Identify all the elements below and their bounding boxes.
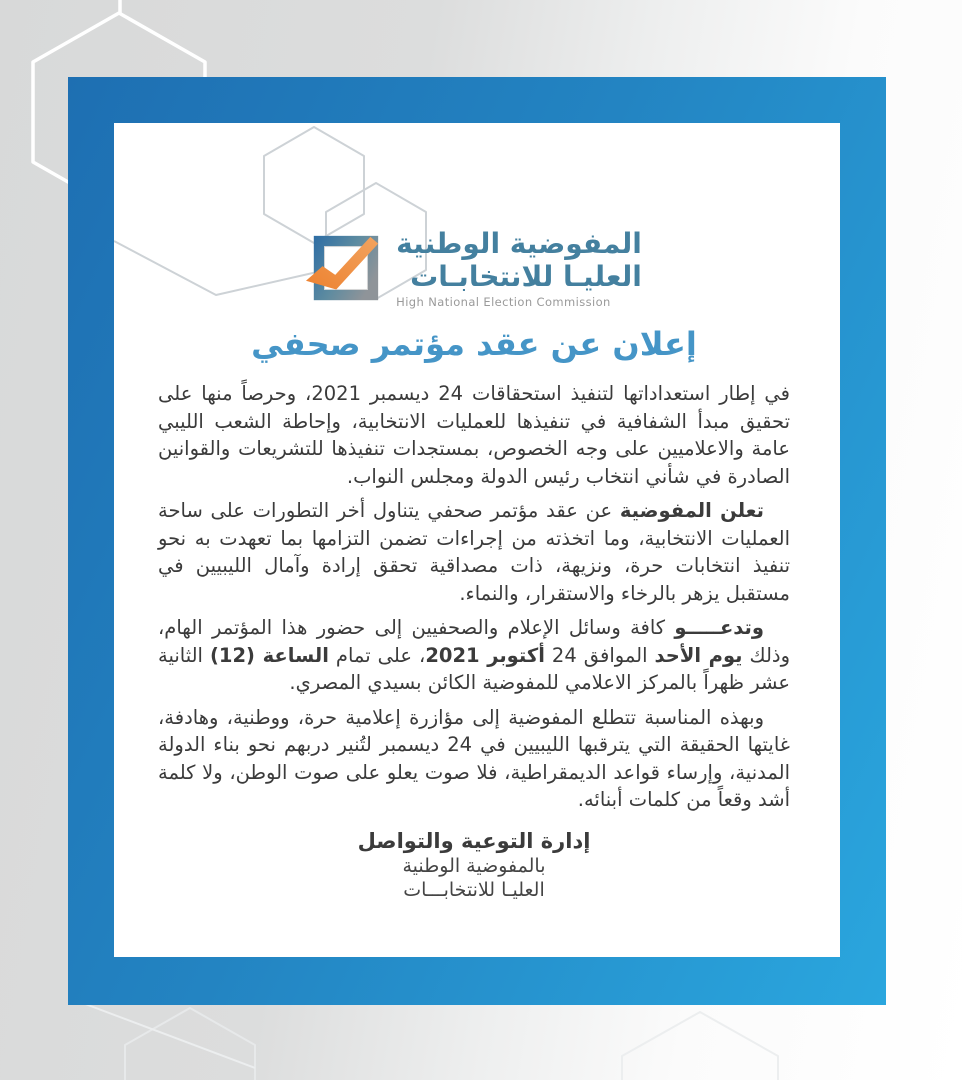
signature-org-line1: بالمفوضية الوطنية [402,854,546,877]
commission-logo [158,227,790,310]
document-frame [68,77,886,1005]
logo-english-name: High National Election Commission [396,295,611,309]
announcement-title: إعلان عن عقد مؤتمر صحفي [251,325,697,363]
announcement-document [114,123,840,957]
document-content [114,123,840,902]
announcement-body [158,380,790,814]
paragraph-intro: في إطار استعداداتها لتنفيذ استحقاقات 24 ديسمبر 2021، وحرصاً منها على تحقيق مبدأ الشفافية في تنفيذها للعمليات الانتخابية، وإحاطة الشعب الليبي عامة والاعلاميين على وجه الخصوص، بمستجدات تنفيذها للتشريعات والقوانين الصادرة في شأني انتخاب رئيس الدولة ومجلس النواب. [158,382,790,488]
signature-block [158,828,790,902]
paragraph-closing: وبهذه المناسبة تتطلع المفوضية إلى مؤازرة إعلامية حرة، ووطنية، وهادفة، غايتها الحقيقة التي يترقبها الليبيين في 24 ديسمبر لتُنير دربهم نحو بناء الدولة المدنية، وإرساء قواعد الديمقراطية، فلا صوت يعلو على صوت الوطن، ولا كلمة أشد وقعاً من كلمات أبنائه. [158,705,790,811]
signature-org-line2: العليـا للانتخابـــات [403,878,545,901]
paragraph-announcement: تعلن المفوضية عن عقد مؤتمر صحفي يتناول أخر التطورات على ساحة العمليات الانتخابية، وما اتخذته من إجراءات تضمن التزامها بما تعهدت به نحو تنفيذ انتخابات حرة، ونزيهة، ذات مصداقية تحقق إرادة وآمال الليبيين في مستقبل يزهر بالرخاء والاستقرار، والنماء. [158,499,790,605]
bottom-hexagon-decoration-icon [0,998,962,1080]
logo-arabic-line2: العليـا للانتخابـات [410,260,642,293]
ballot-checkbox-icon [306,230,384,308]
paragraph-invitation: وتدعـــــو كافة وسائل الإعلام والصحفيين إلى حضور هذا المؤتمر الهام، وذلك يوم الأحد الموافق 24 أكتوبر 2021، على تمام الساعة (12) الثانية عشر ظهراً بالمركز الاعلامي للمفوضية الكائن بسيدي المصري. [158,616,790,694]
commission-logo-text [396,227,642,310]
logo-arabic-line1: المفوضية الوطنية [396,227,642,260]
signature-department: إدارة التوعية والتواصل [357,828,591,853]
